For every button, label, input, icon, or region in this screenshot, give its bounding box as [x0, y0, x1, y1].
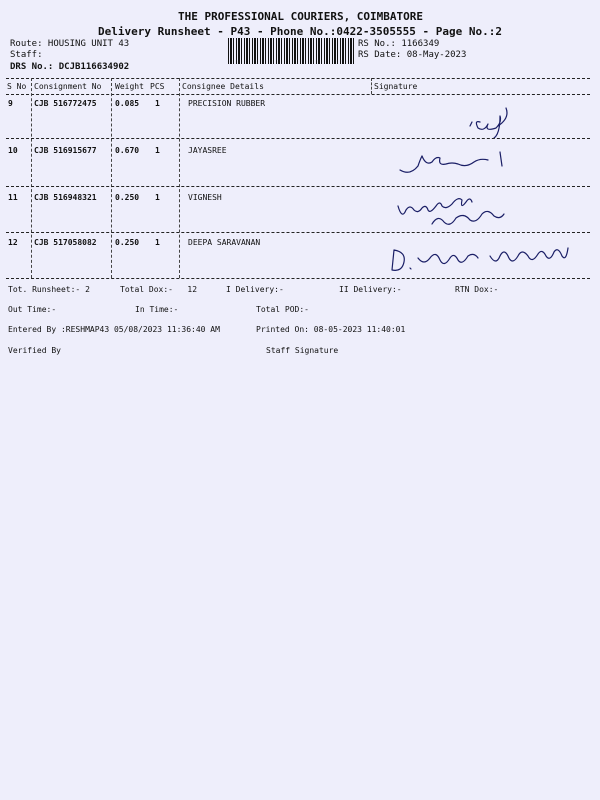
row-pcs: 1: [155, 193, 160, 202]
divider: [6, 138, 590, 139]
drs-number: DRS No.: DCJB116634902: [10, 62, 130, 72]
col-header-consignment: Consignment No: [34, 82, 102, 91]
col-header-pcs: PCS: [150, 82, 165, 91]
barcode: [228, 38, 354, 64]
row-pcs: 1: [155, 99, 160, 108]
divider: [6, 278, 590, 279]
entered-by: Entered By :RESHMAP43 05/08/2023 11:36:40 AM: [8, 325, 220, 334]
divider: [6, 94, 590, 95]
staff-label: Staff:: [10, 50, 43, 60]
tot-runsheet: Tot. Runsheet:- 2: [8, 285, 90, 294]
in-time: In Time:-: [135, 305, 179, 314]
signature-scribble: [396, 148, 516, 178]
column-separator: [371, 78, 372, 94]
row-consignee: PRECISION RUBBER: [188, 99, 266, 108]
total-dox: Total Dox:- 12: [120, 285, 198, 294]
row-sno: 9: [8, 99, 13, 108]
ii-delivery: II Delivery:-: [339, 285, 402, 294]
row-sno: 12: [8, 238, 18, 247]
rs-number: RS No.: 1166349: [358, 39, 440, 49]
column-separator: [179, 78, 180, 278]
staff-signature: Staff Signature: [266, 346, 339, 355]
col-header-consignee: Consignee Details: [182, 82, 264, 91]
row-weight: 0.250: [115, 193, 140, 202]
row-pcs: 1: [155, 146, 160, 155]
row-weight: 0.250: [115, 238, 140, 247]
signature-scribble: [460, 100, 530, 140]
column-separator: [31, 78, 32, 278]
row-consignee: JAYASREE: [188, 146, 227, 155]
row-consignee: DEEPA SARAVANAN: [188, 238, 261, 247]
out-time: Out Time:-: [8, 305, 57, 314]
row-sno: 11: [8, 193, 18, 202]
row-consignment: CJB 516772475: [34, 99, 97, 108]
row-consignment: CJB 517058082: [34, 238, 97, 247]
runsheet-title: Delivery Runsheet - P43 - Phone No.:0422-3505555 - Page No.:2: [98, 25, 502, 38]
row-pcs: 1: [155, 238, 160, 247]
company-name: THE PROFESSIONAL COURIERS, COIMBATORE: [178, 10, 424, 23]
printed-on: Printed On: 08-05-2023 11:40:01: [256, 325, 406, 334]
divider: [6, 232, 590, 233]
row-sno: 10: [8, 146, 18, 155]
signature-scribble: [390, 246, 590, 276]
route-label: Route: HOUSING UNIT 43: [10, 39, 130, 49]
divider: [6, 78, 590, 79]
row-consignment: CJB 516915677: [34, 146, 97, 155]
row-weight: 0.670: [115, 146, 140, 155]
col-header-signature: Signature: [374, 82, 418, 91]
verified-by: Verified By: [8, 346, 61, 355]
total-pod: Total POD:-: [256, 305, 309, 314]
rs-date: RS Date: 08-May-2023: [358, 50, 467, 60]
row-weight: 0.085: [115, 99, 140, 108]
col-header-weight: Weight: [115, 82, 144, 91]
col-header-sno: S No: [7, 82, 27, 91]
signature-scribble: [394, 190, 534, 230]
divider: [6, 186, 590, 187]
rtn-dox: RTN Dox:-: [455, 285, 499, 294]
row-consignment: CJB 516948321: [34, 193, 97, 202]
i-delivery: I Delivery:-: [226, 285, 284, 294]
column-separator: [111, 78, 112, 278]
row-consignee: VIGNESH: [188, 193, 222, 202]
